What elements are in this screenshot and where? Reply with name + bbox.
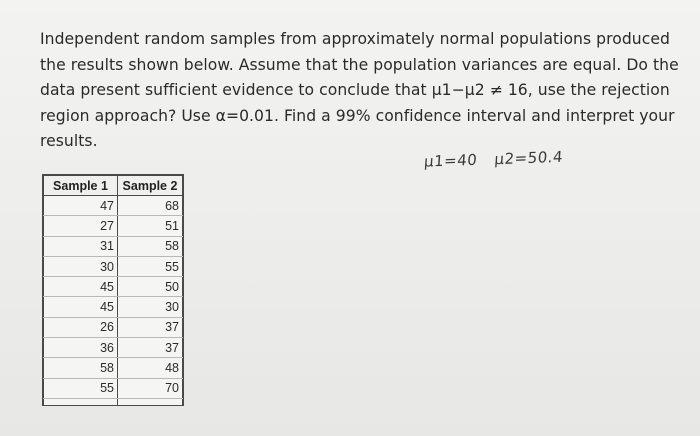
sample-2-cell: 70 xyxy=(118,378,183,398)
empty-cell xyxy=(118,398,183,405)
sample-1-cell: 55 xyxy=(44,378,118,398)
sample-1-cell: 26 xyxy=(44,317,118,337)
table-row xyxy=(44,256,183,276)
sample-1-cell: 58 xyxy=(44,358,118,378)
table-row xyxy=(44,236,183,256)
sample-2-cell: 58 xyxy=(118,236,183,256)
sample-2-cell: 50 xyxy=(118,277,183,297)
handwritten-mu2: μ2=50.4 xyxy=(493,147,564,169)
problem-line: Independent random samples from approximately normal populations produced xyxy=(40,30,670,48)
table-row xyxy=(44,196,183,216)
sample-1-cell: 36 xyxy=(44,338,118,358)
table-spacer-row xyxy=(44,398,183,405)
sample-1-cell: 47 xyxy=(44,196,118,216)
table-row xyxy=(44,358,183,378)
table-row xyxy=(44,338,183,358)
table-header-row xyxy=(44,176,183,196)
sample-1-cell: 30 xyxy=(44,256,118,276)
table-row xyxy=(44,297,183,317)
data-table-container xyxy=(42,174,184,406)
sample-2-cell: 68 xyxy=(118,196,183,216)
sample-2-cell: 55 xyxy=(118,256,183,276)
sample-2-cell: 30 xyxy=(118,297,183,317)
sample-2-cell: 37 xyxy=(118,317,183,337)
sample-1-cell: 45 xyxy=(44,297,118,317)
sample-1-cell: 31 xyxy=(44,236,118,256)
header-sample-2: Sample 2 xyxy=(118,176,183,196)
sample-2-cell: 37 xyxy=(118,338,183,358)
table-row xyxy=(44,277,183,297)
empty-cell xyxy=(44,398,118,405)
handwritten-mu1: μ1=40 xyxy=(423,150,478,171)
problem-line: region approach? Use α=0.01. Find a 99% confidence interval and interpret your xyxy=(40,106,675,125)
problem-line: data present sufficient evidence to conclude that μ1−μ2 ≠ 16, use the rejection xyxy=(40,81,670,99)
sample-1-cell: 27 xyxy=(44,216,118,236)
handwritten-note xyxy=(423,147,575,170)
sample-2-cell: 51 xyxy=(118,216,183,236)
table-row xyxy=(44,317,183,337)
table-row xyxy=(44,216,183,236)
header-sample-1: Sample 1 xyxy=(44,176,118,196)
problem-statement xyxy=(40,27,690,155)
sample-1-cell: 45 xyxy=(44,277,118,297)
sample-data-table xyxy=(43,175,183,405)
problem-line: results. xyxy=(40,132,98,150)
sample-2-cell: 48 xyxy=(118,358,183,378)
problem-line: the results shown below. Assume that the population variances are equal. Do the xyxy=(40,55,679,74)
table-row xyxy=(44,378,183,398)
